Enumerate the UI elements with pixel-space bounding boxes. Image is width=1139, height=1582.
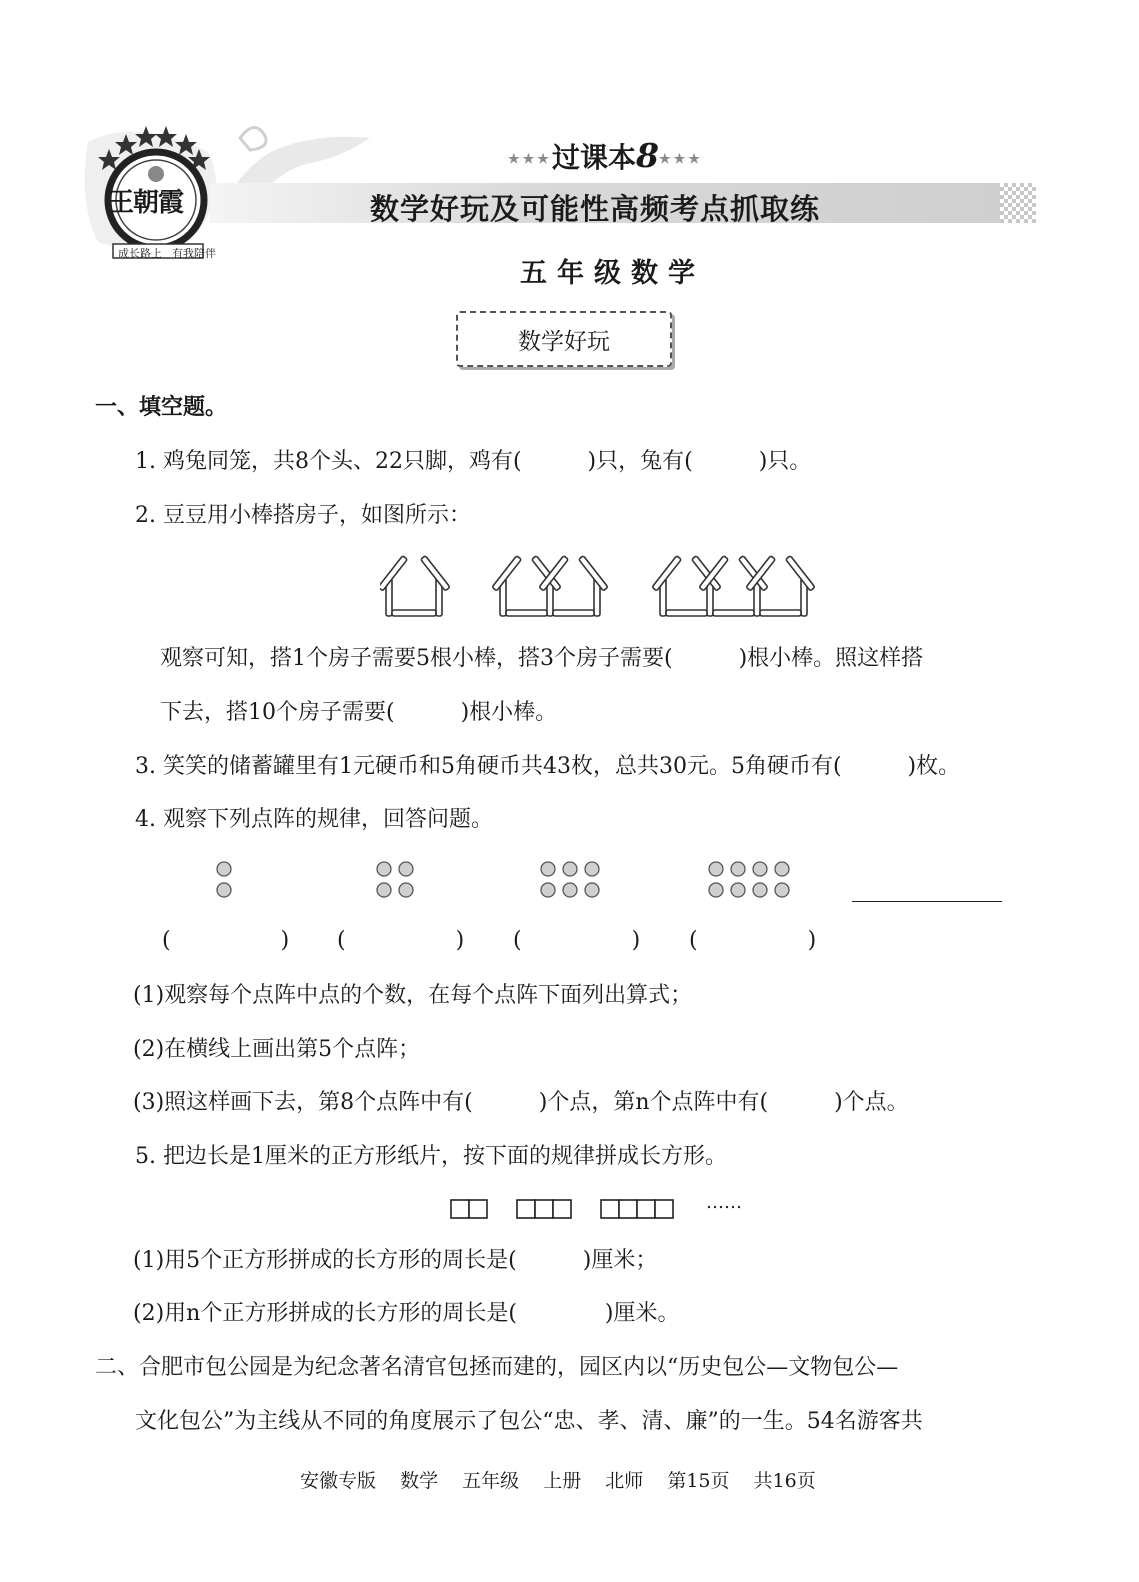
topic-box-label: 数学好玩 <box>518 328 610 355</box>
dot-array-5-blank-line[interactable] <box>852 901 1002 902</box>
footer-subject: 数学 <box>400 1470 439 1492</box>
question-1: 1. 鸡兔同笼，共8个头、22只脚，鸡有( )只，兔有( )只。 <box>135 449 812 474</box>
squares-figure <box>450 1198 690 1224</box>
section2-line-2: 文化包公”为主线从不同的角度展示了包公“忠、孝、清、廉”的一生。54名游客共 <box>135 1409 923 1434</box>
dot-array-2 <box>372 858 420 906</box>
page-footer <box>300 1466 834 1493</box>
answer-paren-2[interactable]: ( ) <box>337 928 465 953</box>
banner-pattern <box>1000 183 1036 223</box>
dot-array-3 <box>536 858 606 906</box>
grade-subject: 五年级数学 <box>520 258 705 289</box>
squares-ellipsis: …… <box>706 1192 742 1213</box>
topic-box <box>456 311 672 367</box>
dot-array-4 <box>704 858 798 906</box>
footer-edition: 安徽专版 <box>300 1470 377 1492</box>
logo-text: 王朝霞 <box>108 188 184 218</box>
question-2: 2. 豆豆用小棒搭房子，如图所示： <box>135 503 471 528</box>
footer-page: 第15页 <box>667 1470 730 1492</box>
stick-houses-figure <box>380 548 820 624</box>
banner-title: 数学好玩及可能性高频考点抓取练 <box>370 192 821 226</box>
question-4-sub-1: (1)观察每个点阵中点的个数，在每个点阵下面列出算式； <box>133 983 693 1008</box>
footer-volume: 上册 <box>543 1470 582 1492</box>
question-4-sub-3: (3)照这样画下去，第8个点阵中有( )个点，第n个点阵中有( )个点。 <box>133 1090 909 1115</box>
dot-array-1 <box>212 858 238 906</box>
question-5-sub-2: (2)用n个正方形拼成的长方形的周长是( )厘米。 <box>133 1301 680 1326</box>
question-5: 5. 把边长是1厘米的正方形纸片，按下面的规律拼成长方形。 <box>135 1144 727 1169</box>
section2-line-1: 二、合肥市包公园是为纪念著名清官包拯而建的，园区内以“历史包公—文物包公— <box>95 1355 899 1380</box>
footer-publisher: 北师 <box>605 1470 644 1492</box>
footer-grade: 五年级 <box>462 1470 520 1492</box>
footer-total: 共16页 <box>753 1470 816 1492</box>
question-2-line-2: 下去，搭10个房子需要( )根小棒。 <box>160 700 558 725</box>
logo-motto-right: 有我陪伴 <box>172 247 216 260</box>
question-4-sub-2: (2)在横线上画出第5个点阵； <box>133 1037 421 1062</box>
answer-paren-4[interactable]: ( ) <box>689 928 817 953</box>
answer-paren-3[interactable]: ( ) <box>513 928 641 953</box>
logo-motto-left: 成长路上 <box>118 247 162 260</box>
question-5-sub-1: (1)用5个正方形拼成的长方形的周长是( )厘米； <box>133 1248 658 1273</box>
answer-paren-1[interactable]: ( ) <box>162 928 290 953</box>
question-3: 3. 笑笑的储蓄罐里有1元硬币和5角硬币共43枚，总共30元。5角硬币有( )枚。 <box>135 754 961 779</box>
question-4: 4. 观察下列点阵的规律，回答问题。 <box>135 807 493 832</box>
question-2-line-1: 观察可知，搭1个房子需要5根小棒，搭3个房子需要( )根小棒。照这样搭 <box>160 646 924 671</box>
series-title: ★★★过课本8★★★ <box>508 136 703 175</box>
section1-heading: 一、填空题。 <box>95 395 228 420</box>
